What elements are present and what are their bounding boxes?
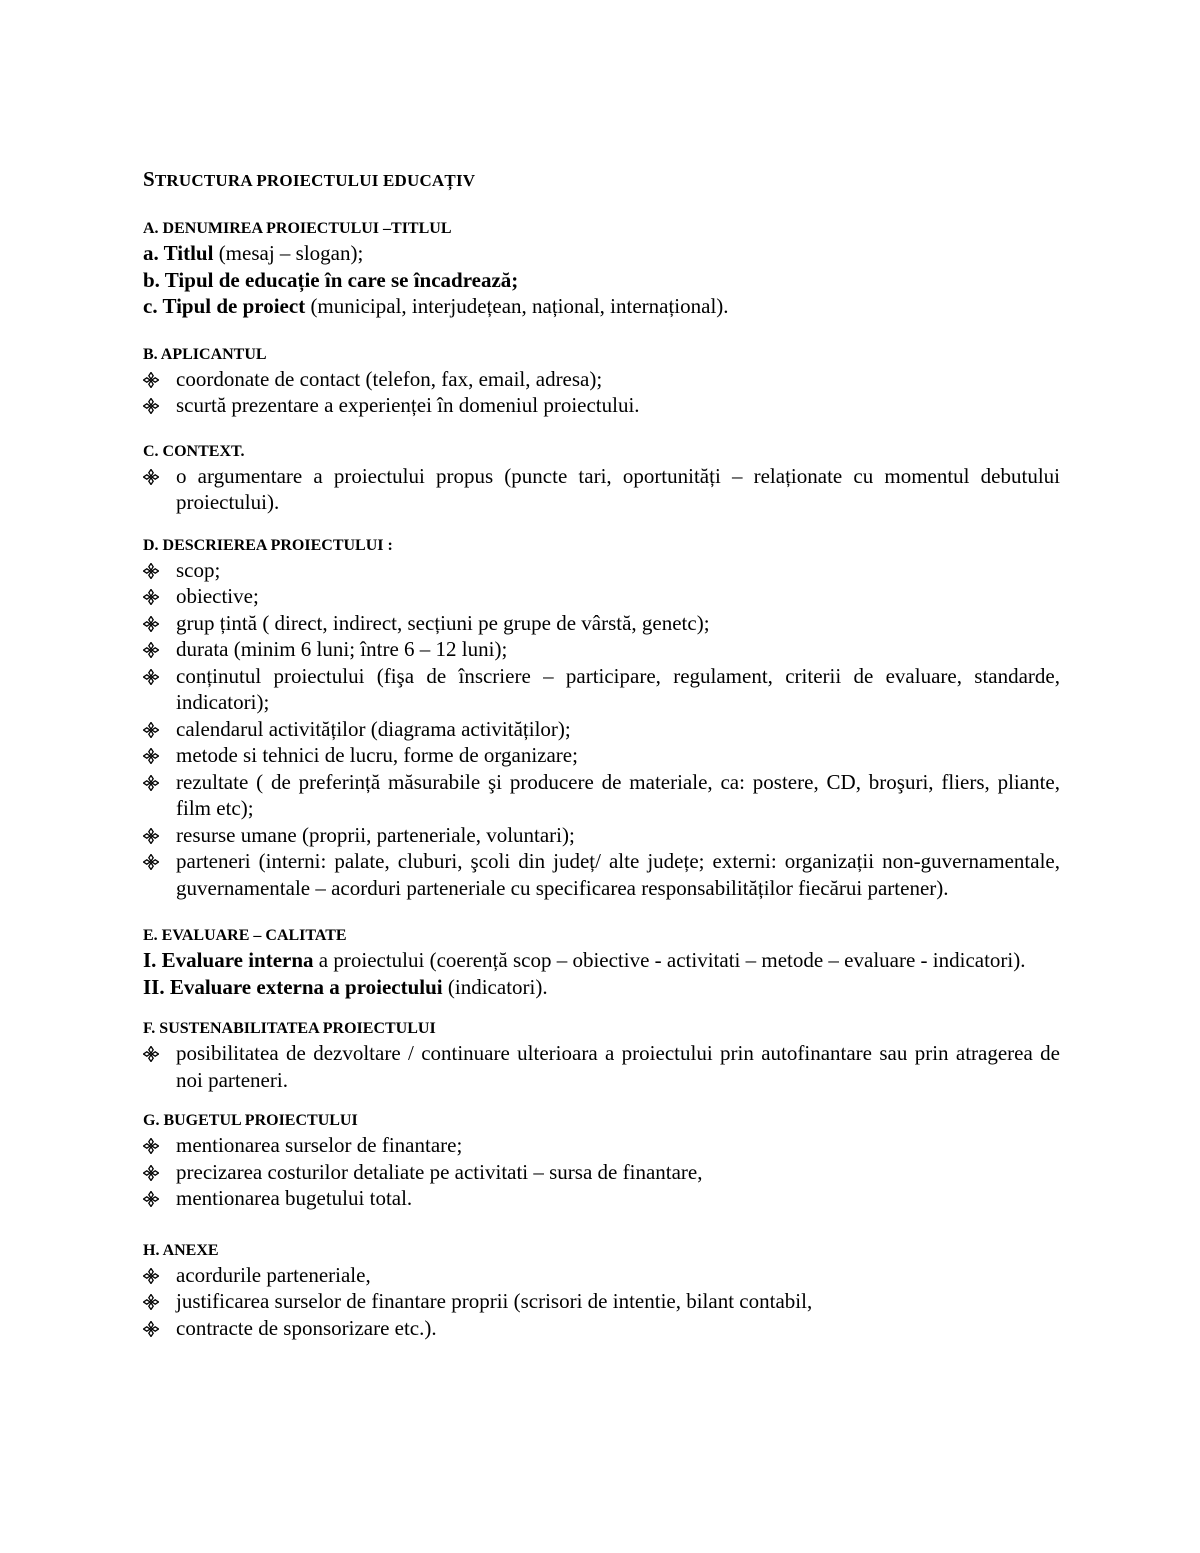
four-diamond-star-icon — [143, 854, 159, 870]
list-item — [143, 716, 1060, 743]
line-text: (mesaj – slogan); — [213, 241, 364, 265]
four-diamond-star-icon — [143, 1321, 159, 1337]
list-item-text: conținutul proiectului (fişa de înscriere – participare, regulament, criterii de evaluare, standarde, indicatori); — [176, 663, 1060, 714]
four-diamond-star-icon — [143, 775, 159, 791]
list-item-text: acordurile parteneriale, — [176, 1262, 371, 1287]
list-item-text: scurtă prezentare a experienței în domeniul proiectului. — [176, 393, 640, 417]
list-item-text: resurse umane (proprii, parteneriale, voluntari); — [176, 822, 575, 847]
list-item — [143, 1288, 1060, 1315]
bold-label: b. Tipul de educație în care se încadrează; — [143, 267, 519, 292]
list-item-text: o argumentare a proiectului propus (puncte tari, oportunități – relaționate cu momentul debutului proiectului). — [176, 463, 1060, 514]
list-item — [143, 610, 1060, 637]
bold-label: I. Evaluare interna — [143, 948, 314, 972]
list-item — [143, 769, 1060, 822]
list-item — [143, 366, 1060, 393]
four-diamond-star-icon — [143, 828, 159, 844]
four-diamond-star-icon — [143, 469, 159, 485]
four-diamond-star-icon — [143, 372, 159, 388]
document-page — [143, 168, 1060, 1341]
four-diamond-star-icon — [143, 642, 159, 658]
section-descrierea — [143, 535, 1060, 902]
text-line — [143, 267, 1060, 294]
list-item — [143, 392, 1060, 419]
list-item-text: posibilitatea de dezvoltare / continuare ulterioara a proiectului prin autofinantare sau prin atragerea de noi parteneri. — [176, 1041, 1060, 1092]
section-denumirea — [143, 218, 1060, 320]
section-bugetul — [143, 1110, 1060, 1212]
list-item — [143, 1132, 1060, 1159]
four-diamond-star-icon — [143, 1138, 159, 1154]
section-heading: A. DENUMIREA PROIECTULUI –TITLUL — [143, 220, 452, 237]
four-diamond-star-icon — [143, 1165, 159, 1181]
bullet-list — [143, 557, 1060, 902]
list-item-text: parteneri (interni: palate, cluburi, şcoli din județ/ alte județe; externi: organizații non-guvernamentale, guvernamentale – acorduri parteneriale cu specificarea responsabilităților fiecărui partener). — [176, 849, 1060, 900]
list-item — [143, 742, 1060, 769]
list-item-text: calendarul activităților (diagrama activităților); — [176, 716, 571, 741]
document-title-initial: S — [143, 167, 155, 191]
list-item-text: durata (minim 6 luni; între 6 – 12 luni); — [176, 637, 508, 661]
list-item — [143, 463, 1060, 516]
section-heading: G. BUGETUL PROIECTULUI — [143, 1112, 358, 1129]
list-item — [143, 636, 1060, 663]
four-diamond-star-icon — [143, 1294, 159, 1310]
line-text: a proiectului (coerență scop – obiective - activitati – metode – evaluare - indicatori). — [313, 948, 1026, 972]
list-item-text: mentionarea surselor de finantare; — [176, 1133, 463, 1157]
list-item-text: obiective; — [176, 584, 259, 608]
bold-label: a. Titlul — [143, 241, 214, 265]
bullet-list — [143, 1262, 1060, 1342]
list-item — [143, 557, 1060, 584]
list-item-text: coordonate de contact (telefon, fax, email, adresa); — [176, 366, 603, 391]
four-diamond-star-icon — [143, 616, 159, 632]
section-evaluare — [143, 925, 1060, 1000]
text-line — [143, 240, 1060, 267]
four-diamond-star-icon — [143, 1191, 159, 1207]
text-line — [143, 293, 1060, 320]
document-title-rest: TRUCTURA PROIECTULUI EDUCAȚIV — [154, 171, 476, 190]
section-sustenabilitatea — [143, 1018, 1060, 1093]
four-diamond-star-icon — [143, 1268, 159, 1284]
list-item-text: grup țintă ( direct, indirect, secțiuni pe grupe de vârstă, genetc); — [176, 610, 710, 635]
list-item — [143, 848, 1060, 901]
four-diamond-star-icon — [143, 748, 159, 764]
bold-label: c. Tipul de proiect — [143, 294, 306, 318]
section-anexe — [143, 1240, 1060, 1342]
list-item-text: rezultate ( de preferință măsurabile şi producere de materiale, ca: postere, CD, broşuri, fliers, pliante, film etc); — [176, 769, 1060, 820]
four-diamond-star-icon — [143, 563, 159, 579]
section-context — [143, 441, 1060, 516]
section-heading: C. CONTEXT. — [143, 442, 245, 460]
bullet-list — [143, 1040, 1060, 1093]
section-heading: E. EVALUARE – CALITATE — [143, 927, 347, 944]
section-aplicantul — [143, 344, 1060, 419]
text-line — [143, 974, 1060, 1001]
section-heading: D. DESCRIEREA PROIECTULUI : — [143, 536, 393, 554]
list-item-text: contracte de sponsorizare etc.). — [176, 1315, 437, 1340]
four-diamond-star-icon — [143, 1046, 159, 1062]
section-heading: B. APLICANTUL — [143, 345, 267, 363]
four-diamond-star-icon — [143, 669, 159, 685]
section-heading: H. ANEXE — [143, 1241, 219, 1259]
bold-label: II. Evaluare externa a proiectului — [143, 974, 443, 999]
list-item — [143, 1159, 1060, 1186]
list-item-text: precizarea costurilor detaliate pe activitati – sursa de finantare, — [176, 1159, 703, 1184]
line-text: (indicatori). — [442, 974, 548, 999]
bullet-list — [143, 463, 1060, 516]
text-line — [143, 947, 1060, 974]
list-item — [143, 1315, 1060, 1342]
list-item-text: justificarea surselor de finantare proprii (scrisori de intentie, bilant contabil, — [176, 1289, 813, 1313]
document-title — [143, 168, 1060, 192]
list-item-text: metode si tehnici de lucru, forme de organizare; — [176, 743, 578, 767]
four-diamond-star-icon — [143, 589, 159, 605]
bullet-list — [143, 366, 1060, 419]
list-item-text: scop; — [176, 557, 221, 582]
line-text: (municipal, interjudețean, național, internațional). — [305, 294, 729, 318]
list-item — [143, 822, 1060, 849]
four-diamond-star-icon — [143, 722, 159, 738]
list-item — [143, 583, 1060, 610]
list-item — [143, 663, 1060, 716]
section-heading: F. SUSTENABILITATEA PROIECTULUI — [143, 1020, 436, 1037]
list-item — [143, 1262, 1060, 1289]
list-item-text: mentionarea bugetului total. — [176, 1186, 413, 1210]
four-diamond-star-icon — [143, 398, 159, 414]
list-item — [143, 1185, 1060, 1212]
list-item — [143, 1040, 1060, 1093]
bullet-list — [143, 1132, 1060, 1212]
